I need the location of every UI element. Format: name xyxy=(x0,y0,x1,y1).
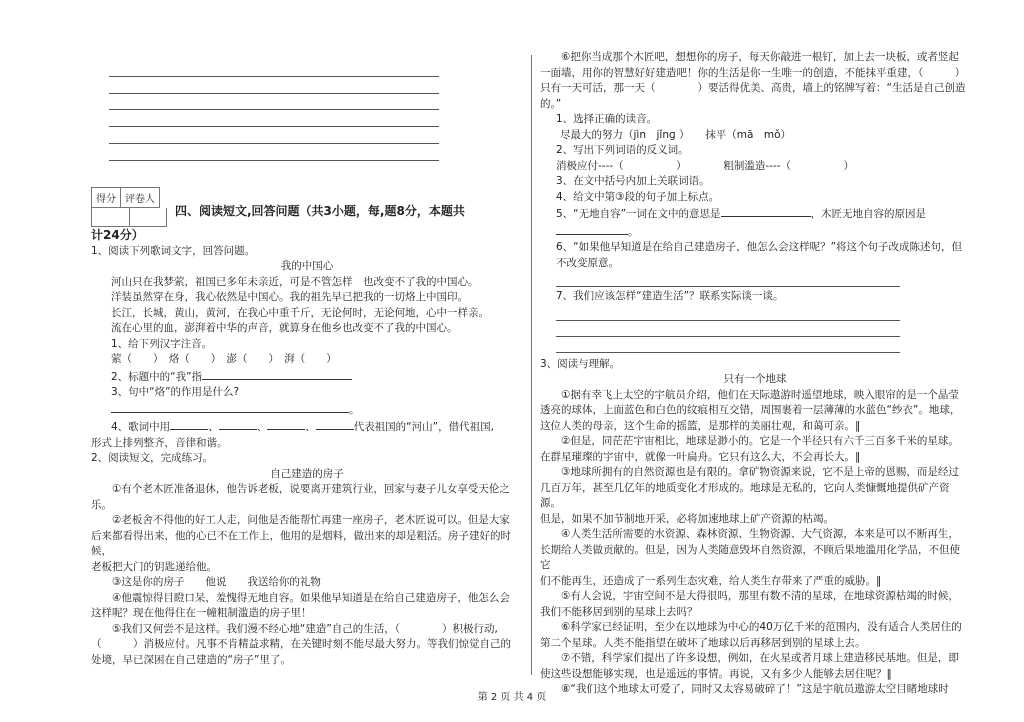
answer-line xyxy=(109,60,439,77)
subquestion: 3、在文中括号内加上关联词语。 xyxy=(556,175,710,187)
earth-paragraph: 们不能再生，还造成了一系列生态灾难，给人类生存带来了严重的威胁。‖ xyxy=(540,574,882,587)
earth-paragraph: ①据有幸飞上太空的宇航员介绍，他们在天际遨游时遥望地球，映入眼帘的是一个晶莹 xyxy=(561,388,959,401)
blank xyxy=(111,401,349,413)
story-paragraph: ②老板舍不得他的好工人走，问他是否能帮忙再建一座房子，老木匠说可以。但是大家 xyxy=(112,514,510,527)
story-paragraph: ④他震惊得目瞪口呆，羞愧得无地自容。如果他早知道是在给自己建造房子，他怎么会 xyxy=(112,591,510,604)
answer-blank-row: 。 xyxy=(540,223,970,241)
earth-paragraph: ⑦不错，科学家们提出了许多设想，例如，在火星或者月球上建造移民基地。但是，即 xyxy=(561,652,959,664)
subquestion: 1、给下列汉字注音。 xyxy=(111,337,213,350)
answer-line xyxy=(109,94,439,111)
earth-paragraph: ④人类生活所需要的水资源、森林资源、生物资源、大气资源，本来是可以不断再生， xyxy=(561,528,959,540)
answer-line xyxy=(556,337,900,353)
answer-blank-row: 。 xyxy=(91,401,523,419)
question-3: 3、阅读与理解。 xyxy=(540,357,621,370)
section-title-cont: 计24分） xyxy=(91,227,144,242)
subquestion: 不改变原意。 xyxy=(556,256,619,269)
poem-line: 长江，长城，黄山，黄河，在我心中重千斤，无论何时，无论何地，心中一样亲。 xyxy=(111,306,489,319)
story-paragraph: 乐。 xyxy=(91,498,112,511)
story-paragraph: 只有一天可活，那一天（ ）要活得优美、高贵，墙上的铭牌写着：“生活是自己创造 xyxy=(540,82,966,94)
story-paragraph: 的。” xyxy=(540,97,562,110)
story-paragraph: ⑤我们又何尝不是这样。我们漫不经心地“建造”自己的生活，（ ）积极行动, xyxy=(112,622,498,635)
score-cells xyxy=(91,208,167,227)
section-header xyxy=(91,187,523,227)
subquestion-text: 5、“无地自容”一词在文中的意思是 xyxy=(556,208,721,220)
story-paragraph: 处境，早已深困在自己建造的“房子”里了。 xyxy=(91,653,291,666)
answer-line xyxy=(109,110,439,127)
score-table xyxy=(91,187,160,208)
subquestion: 6、“如果他早知道是在给自己建造房子，他怎么会这样呢？”将这个句子改成陈述句，但 xyxy=(556,241,963,253)
story-paragraph: ③这是你的房子 他说 我送给你的礼物 xyxy=(112,576,321,589)
earth-paragraph: 长期给人类做贡献的。但是，因为人类随意毁坏自然资源，不顾后果地滥用化学品，不但使它 xyxy=(540,543,960,571)
subquestion: 7、我们应该怎样“建造生活”？联系实际谈一谈。 xyxy=(556,290,784,302)
story-title: 自己建造的房子 xyxy=(270,467,344,480)
answer-line xyxy=(556,271,900,287)
subquestion: 4、歌词中用 、 、 、 代表祖国的“河山”，借代祖国, xyxy=(91,418,523,436)
subquestion: 3、句中“烙”的作用是什么? xyxy=(111,386,240,399)
story-paragraph: （ ）消极应付。凡事不肯精益求精，在关键时刻不能尽最大努力。等我们惊觉自己的 xyxy=(91,638,511,651)
story-paragraph: ①有个老木匠准备退休，他告诉老板，说要离开建筑行业，回家与妻子儿女享受天伦之 xyxy=(112,483,510,496)
poem-title: 我的中国心 xyxy=(280,260,334,273)
poem-line: 洋装虽然穿在身，我心依然是中国心。我的祖先早已把我的一切烙上中国印。 xyxy=(111,291,468,304)
subquestion-text: ，木匠无地自容的原因是 xyxy=(810,208,927,220)
earth-paragraph: ⑧“我们这个地球太可爱了，同时又太容易破碎了！”这是宇航员遨游太空目睹地球时 xyxy=(561,683,949,695)
question-1: 1、阅读下列歌词文字，回答问题。 xyxy=(91,244,256,257)
earth-paragraph: ③地球所拥有的自然资源也是有限的。拿矿物资源来说，它不是上帝的恩赐，而是经过 xyxy=(561,466,959,478)
answer-line xyxy=(109,144,439,161)
subquestion xyxy=(91,368,523,386)
right-column xyxy=(540,50,970,698)
story-paragraph: 这样呢？现在他得住在一幢粗制滥造的房子里！ xyxy=(91,607,312,620)
earth-paragraph: 透亮的球体，上面蓝色和白色的纹痕相互交错，周围裹着一层薄薄的水蓝色“纱衣”。地球， xyxy=(540,404,961,416)
answer-lines xyxy=(91,60,523,161)
earth-paragraph: 使这些设想能够实现，也是遥远的事情。再说，又有多少人能够去居住呢？‖ xyxy=(540,667,892,680)
story-paragraph: 老板把大门的钥匙递给他。 xyxy=(91,560,217,573)
poem-line: 流在心里的血，澎湃着中华的声音，就算身在他乡也改变不了我的中国心。 xyxy=(111,322,458,335)
earth-paragraph: ⑤有人会说，宇宙空间不是大得很吗，那里有数不清的星球，在地球资源枯竭的时候， xyxy=(561,590,959,602)
earth-paragraph: ②但是，同茫茫宇宙相比，地球是渺小的。它是一个半径只有六千三百多千米的星球。 xyxy=(561,435,959,447)
story-paragraph: 后来都看得出来，他的心已不在工作上，他用的是烟料，做出来的却是粗活。房子建好的时候， xyxy=(91,529,511,558)
subquestion: 4、给文中第③段的句子加上标点。 xyxy=(556,190,720,203)
left-column xyxy=(91,60,523,668)
page-footer: 第 2 页 共 4 页 xyxy=(477,692,547,703)
answer-line xyxy=(109,127,439,144)
section-title: 四、阅读短文,回答问题（共3小题，每,题8分，本题共 xyxy=(175,203,465,218)
blank xyxy=(721,205,811,217)
subquestion-text: 2、标题中的“我”指 xyxy=(111,370,203,383)
earth-paragraph: 第二个星球。人类不能指望在破坏了地球以后再移居到别的星球上去。 xyxy=(540,636,866,649)
answer-line xyxy=(556,321,900,337)
blank xyxy=(556,223,628,235)
subquestion-options: 尽最大的努力（jìn jǐnɡ ） 抹平（mā mǒ） xyxy=(560,128,792,141)
subquestion: 1、选择正确的读音。 xyxy=(556,113,658,125)
earth-paragraph: 在群星璀璨的宇宙中，就像一叶扁舟。它只有这么大，不会再长大。‖ xyxy=(540,450,861,463)
subquestion: 2、写出下列词语的反义词。 xyxy=(556,144,689,156)
earth-paragraph: 我们不能移居到别的星球上去吗？ xyxy=(540,605,698,618)
subquestion-options: 消极应付----（ ） 粗制滥造----（ ） xyxy=(556,159,855,172)
subquestion xyxy=(540,205,970,223)
poem-line: 河山只在我梦萦，祖国已多年未亲近，可是不管怎样 也改变不了我的中国心。 xyxy=(111,275,479,288)
earth-paragraph: 这位人类的母亲，这个生命的摇篮，是那样的美丽壮观，和蔼可亲。‖ xyxy=(540,419,861,432)
blank xyxy=(202,368,352,380)
answer-line xyxy=(556,305,900,321)
subquestion-cont: 形式上排列整齐，音律和谐。 xyxy=(91,436,228,449)
grader-label: 评卷人 xyxy=(120,188,159,207)
subquestion-chars: 萦（ ） 烙（ ） 澎（ ） 湃（ ） xyxy=(111,353,337,366)
earth-paragraph: ⑥科学家已经证明，至少在以地球为中心的40万亿千米的范围内，没有适合人类居住的 xyxy=(561,621,962,633)
earth-paragraph: 几百万年，甚至几亿年的地质变化才形成的。地球是无私的，它向人类慷慨地提供矿产资源。 xyxy=(540,481,950,509)
story-paragraph: 一面墙，用你的智慧好好建造吧！你的生活是你一生唯一的创造，不能抹平重建，（ ） xyxy=(540,66,966,79)
subquestion-text: 代表祖国的“河山”，借代祖国, xyxy=(353,421,494,434)
question-2: 2、阅读短文，完成练习。 xyxy=(91,452,214,465)
earth-paragraph: 但是，如果不加节制地开采，必将加速地球上矿产资源的枯竭。 xyxy=(540,512,834,525)
story-paragraph: ⑥把你当成那个木匠吧，想想你的房子，每天你敲进一根钉，加上去一块板，或者竖起 xyxy=(561,51,959,63)
subquestion-text: 4、歌词中用 xyxy=(111,421,171,434)
score-label: 得分 xyxy=(96,193,116,205)
column-divider xyxy=(531,55,532,675)
answer-line xyxy=(109,77,439,94)
earth-title: 只有一个地球 xyxy=(723,373,787,385)
